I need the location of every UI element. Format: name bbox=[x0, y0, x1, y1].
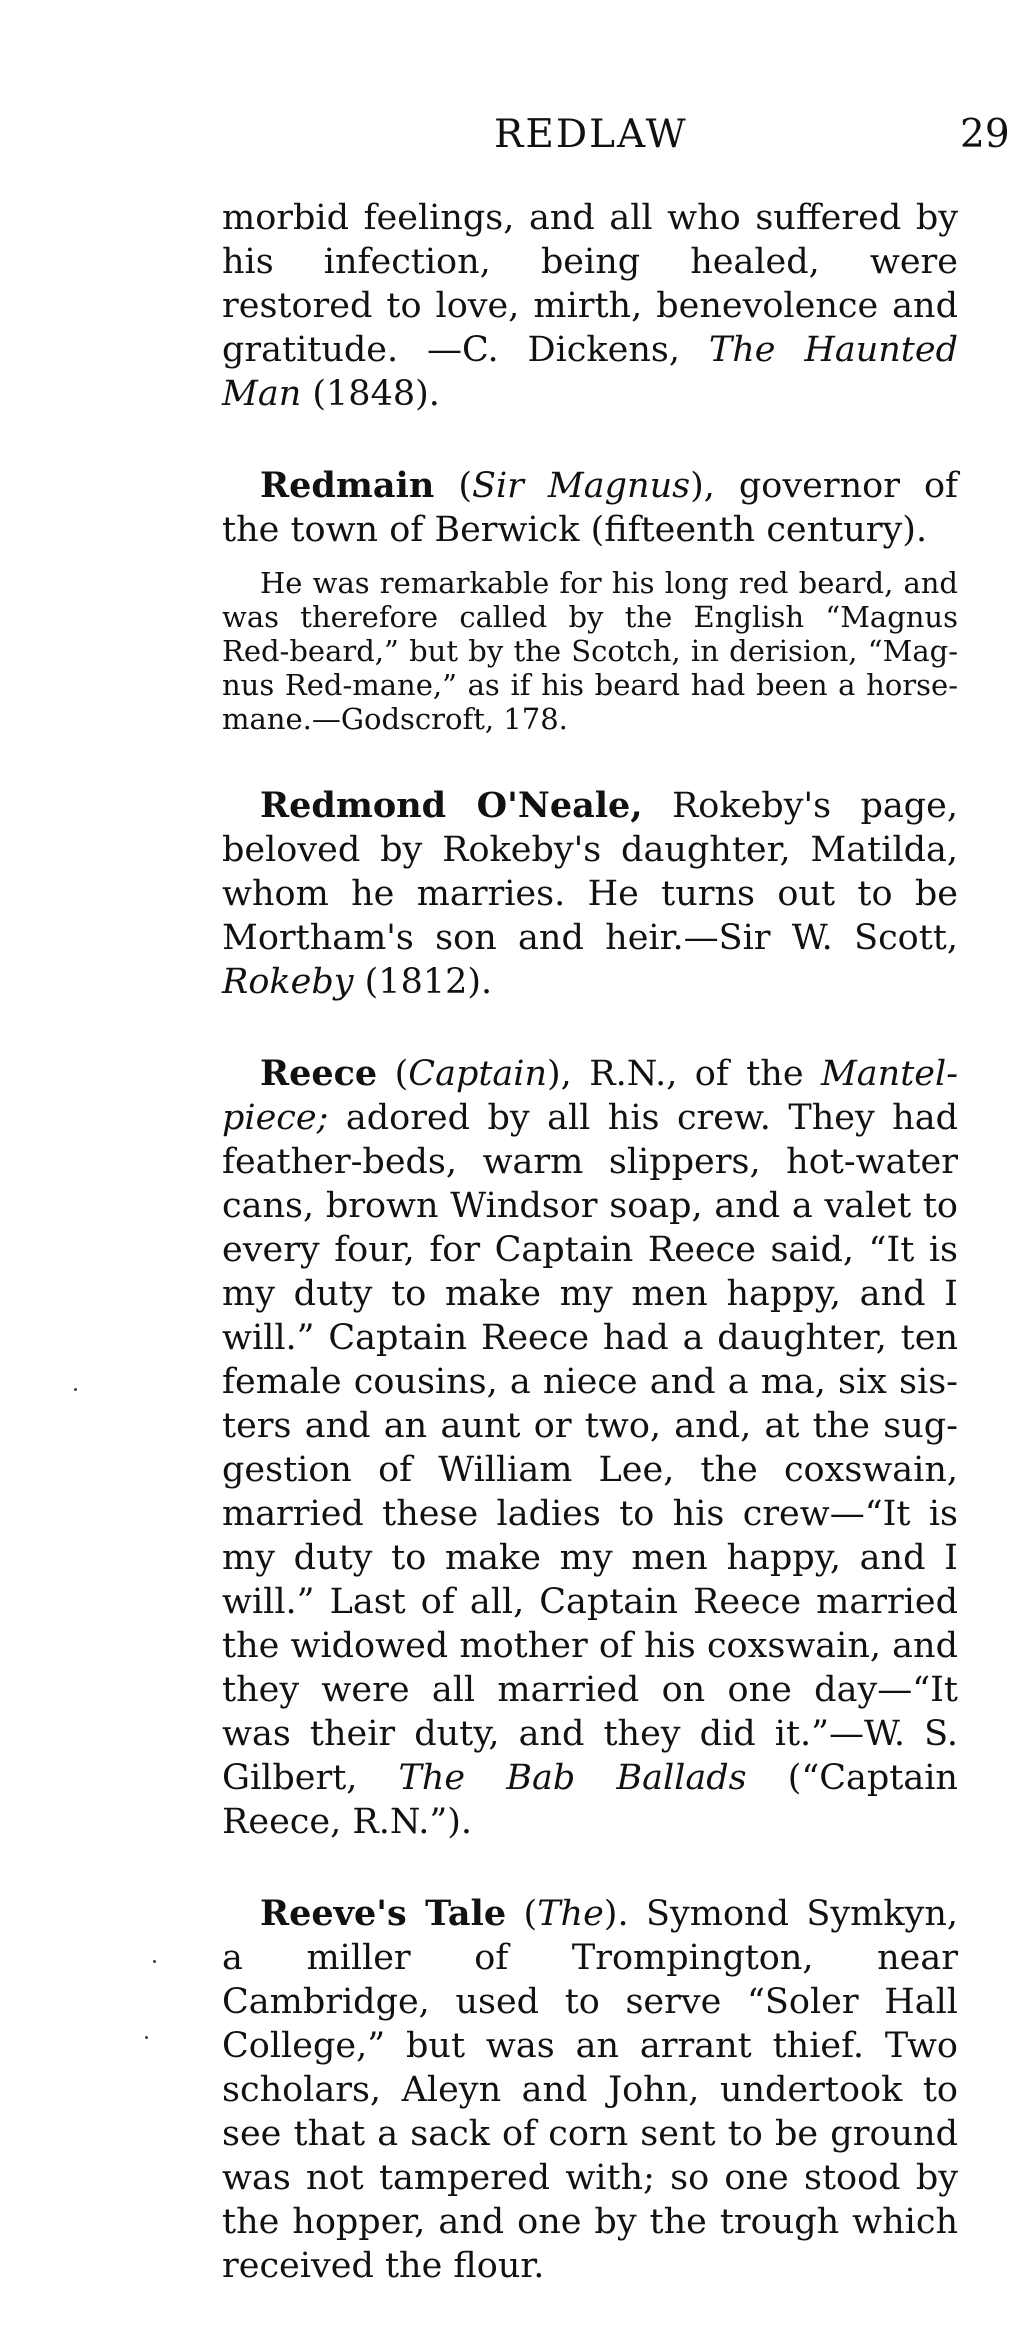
text-column bbox=[222, 196, 958, 2336]
entry-body-continued: adored by all his crew. They had feather-beds, warm slippers, hot-water cans, brown Windsor soap, and a valet to every four, for Captain Reece said, “It is my duty to make my men happy, and I will.” Captain Reece had a daughter, ten female cousins, a niece and a ma, six sisters and an aunt or two, and, at the suggestion of William Lee, the coxswain, married these ladies to his crew—“It is my duty to make my men happy, and I will.” Last of all, Captain Reece married the widowed mother of his coxswain, and they were all married on one day—“It was their duty, and they did it.”—W. S. Gilbert, bbox=[222, 1098, 958, 1798]
headword-paren: Sir Magnus bbox=[471, 466, 691, 506]
scan-speck bbox=[74, 1388, 77, 1391]
headword-paren: The bbox=[537, 1894, 604, 1934]
entry-tail: (1812). bbox=[353, 962, 493, 1002]
entry-body: Rokeby's page, beloved by Rokeby's daughter, Matilda, whom he marries. He turns out to be Mortham's son and heir.—Sir W. Scott, bbox=[222, 786, 959, 958]
entry-redmond-oneale bbox=[222, 784, 958, 1004]
work-title: The Bab Ballads bbox=[398, 1758, 747, 1798]
entry-body: . Symond Symkyn, a miller of Trompington, near Cambridge, used to serve “Soler Hall College,” but was an arrant thief. Two scholars, Aleyn and John, undertook to see that a sack of corn sent to be ground was not tampered with; so one stood by the hopper, and one by the trough which received the flour. bbox=[222, 1894, 958, 2286]
headword: Redmain bbox=[260, 465, 435, 506]
entry-paragraph bbox=[222, 196, 958, 416]
headword-paren: Captain bbox=[408, 1054, 548, 1094]
headword: Reeve's Tale bbox=[260, 1893, 507, 1934]
entry-tail: (1848). bbox=[301, 374, 440, 414]
entry-note: He was remarkable for his long red beard, and was therefore called by the English “Magnus Red-beard,” but by the Scotch, in derision, “Magnus Red-mane,” as if his beard had been a horsemane.—Godscroft, 178. bbox=[222, 566, 958, 736]
headword: Reece bbox=[260, 1053, 378, 1094]
running-title: REDLAW bbox=[494, 112, 688, 157]
scan-speck bbox=[145, 2036, 148, 2039]
entry-paragraph: Reeve's Tale (The). Symond Symkyn, a miller of Trompington, near Cambridge, used to serve “Soler Hall College,” but was an arrant thief. Two scholars, Aleyn and John, undertook to see that a sack of corn sent to be ground was not tampered with; so one stood by the hopper, and one by the trough which received the flour. bbox=[222, 1893, 958, 2286]
entry-redlaw-continuation bbox=[222, 196, 958, 416]
entry-body: morbid feelings, and all who suffered by his infection, being healed, were restored to love, mirth, benevolence and gratitude. —C. Dickens, bbox=[222, 198, 958, 370]
scan-speck bbox=[153, 1960, 156, 1963]
entry-reeves-tale bbox=[222, 1892, 958, 2288]
entry-tail: (“Captain Reece, R.N.”). bbox=[222, 1758, 958, 1842]
work-title: The Haunted Man bbox=[222, 330, 958, 414]
entry-reece bbox=[222, 1052, 958, 1844]
entry-paragraph: Redmain (Sir Magnus), governor of the town of Berwick (fifteenth century). bbox=[222, 465, 958, 550]
entry-paragraph bbox=[222, 784, 958, 1004]
running-head bbox=[0, 112, 1010, 172]
work-title: Rokeby bbox=[222, 962, 354, 1002]
entry-body: , governor of the town of Berwick (fifteenth century). bbox=[222, 466, 958, 550]
entry-body: , R.N., of the bbox=[560, 1054, 821, 1094]
entry-paragraph: Reece (Captain), R.N., of the Mantelpiece; adored by all his crew. They had feather-beds, warm slippers, hot-water cans, brown Windsor soap, and a valet to every four, for Captain Reece said, “It is my duty to make my men happy, and I will.” Captain Reece had a daughter, ten female cousins, a niece and a ma, six sisters and an aunt or two, and, at the suggestion of William Lee, the coxswain, married these ladies to his crew—“It is my duty to make my men happy, and I will.” Last of all, Captain Reece married the widowed mother of his coxswain, and they were all married on one day—“It was their duty, and they did it.”—W. S. Gilbert, The Bab Ballads (“Captain Reece, R.N.”). bbox=[222, 1053, 959, 1842]
ship-name: Mantelpiece; bbox=[222, 1054, 959, 1138]
entry-redmain bbox=[222, 464, 958, 736]
headword: Redmond O'Neale, bbox=[260, 785, 643, 826]
page-number: 29 bbox=[960, 112, 1010, 157]
